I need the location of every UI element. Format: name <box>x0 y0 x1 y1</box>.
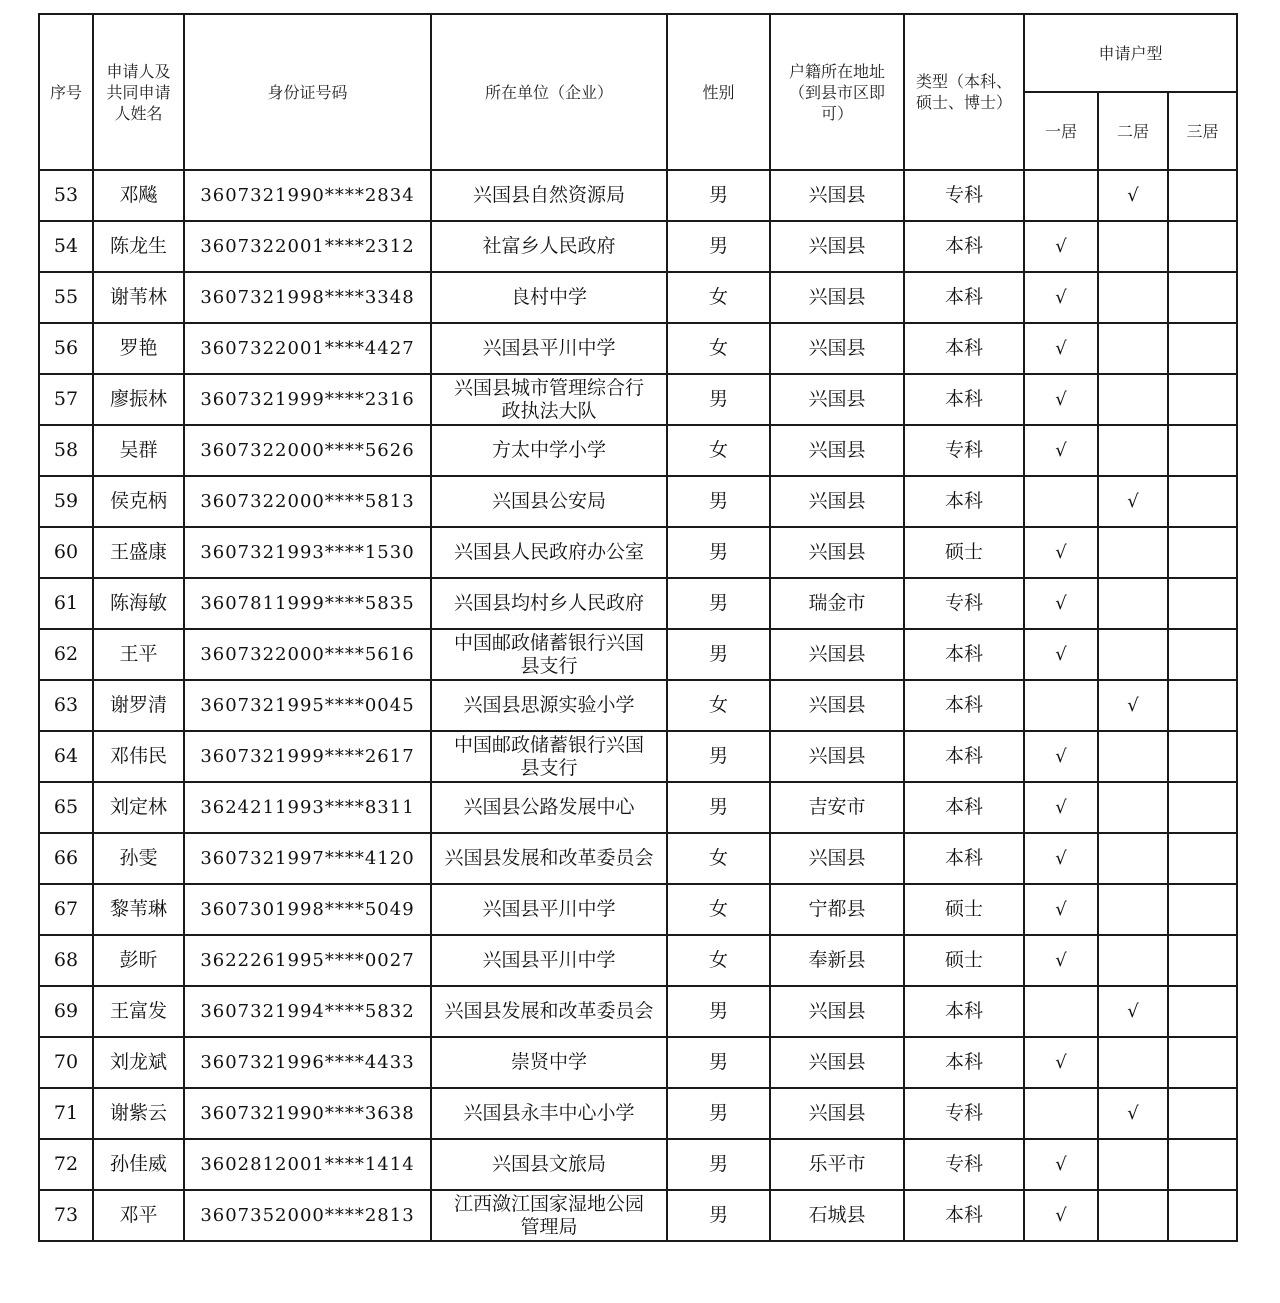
cell-seq: 56 <box>39 323 93 374</box>
cell-room-two <box>1098 323 1168 374</box>
table-row <box>39 221 1237 272</box>
cell-category: 本科 <box>904 476 1024 527</box>
cell-room-three <box>1168 578 1237 629</box>
cell-name: 罗艳 <box>93 323 184 374</box>
cell-room-three <box>1168 374 1237 425</box>
table-row <box>39 374 1237 425</box>
cell-id-number: 3607322000****5616 <box>184 629 431 680</box>
cell-room-two <box>1098 1190 1168 1241</box>
header-gender: 性别 <box>667 14 770 170</box>
cell-room-three <box>1168 425 1237 476</box>
cell-room-one: √ <box>1024 578 1098 629</box>
cell-room-two <box>1098 221 1168 272</box>
cell-employer: 兴国县平川中学 <box>431 323 667 374</box>
cell-room-one: √ <box>1024 935 1098 986</box>
cell-room-two: √ <box>1098 986 1168 1037</box>
cell-room-one: √ <box>1024 1190 1098 1241</box>
cell-id-number: 3607322001****4427 <box>184 323 431 374</box>
cell-gender: 男 <box>667 1037 770 1088</box>
cell-room-two <box>1098 731 1168 782</box>
table-row <box>39 1190 1237 1241</box>
header-household: 户籍所在地址 （到县市区即 可） <box>770 14 904 170</box>
cell-household: 宁都县 <box>770 884 904 935</box>
cell-name: 邓伟民 <box>93 731 184 782</box>
cell-gender: 男 <box>667 221 770 272</box>
cell-room-three <box>1168 986 1237 1037</box>
table-row <box>39 833 1237 884</box>
cell-category: 本科 <box>904 731 1024 782</box>
cell-name: 黎苇琳 <box>93 884 184 935</box>
cell-id-number: 3607322000****5813 <box>184 476 431 527</box>
cell-gender: 男 <box>667 476 770 527</box>
cell-room-two <box>1098 425 1168 476</box>
cell-household: 兴国县 <box>770 476 904 527</box>
cell-seq: 62 <box>39 629 93 680</box>
cell-room-three <box>1168 527 1237 578</box>
cell-seq: 61 <box>39 578 93 629</box>
cell-category: 硕士 <box>904 527 1024 578</box>
cell-gender: 女 <box>667 425 770 476</box>
header-room-three: 三居 <box>1168 92 1237 170</box>
cell-employer: 兴国县均村乡人民政府 <box>431 578 667 629</box>
cell-name: 王平 <box>93 629 184 680</box>
table-body <box>39 170 1237 1241</box>
cell-household: 乐平市 <box>770 1139 904 1190</box>
cell-household: 石城县 <box>770 1190 904 1241</box>
cell-room-three <box>1168 935 1237 986</box>
cell-category: 专科 <box>904 170 1024 221</box>
cell-room-one: √ <box>1024 527 1098 578</box>
cell-seq: 72 <box>39 1139 93 1190</box>
cell-gender: 女 <box>667 323 770 374</box>
cell-household: 兴国县 <box>770 1037 904 1088</box>
cell-gender: 男 <box>667 731 770 782</box>
cell-id-number: 3607352000****2813 <box>184 1190 431 1241</box>
cell-room-three <box>1168 170 1237 221</box>
cell-room-one: √ <box>1024 782 1098 833</box>
cell-id-number: 3607321995****0045 <box>184 680 431 731</box>
cell-employer: 兴国县自然资源局 <box>431 170 667 221</box>
table-row <box>39 323 1237 374</box>
cell-seq: 67 <box>39 884 93 935</box>
cell-employer: 兴国县人民政府办公室 <box>431 527 667 578</box>
cell-name: 谢罗清 <box>93 680 184 731</box>
cell-seq: 60 <box>39 527 93 578</box>
cell-household: 兴国县 <box>770 170 904 221</box>
cell-household: 奉新县 <box>770 935 904 986</box>
cell-gender: 男 <box>667 527 770 578</box>
cell-seq: 71 <box>39 1088 93 1139</box>
cell-gender: 男 <box>667 629 770 680</box>
cell-gender: 男 <box>667 578 770 629</box>
cell-name: 孙雯 <box>93 833 184 884</box>
header-id-number: 身份证号码 <box>184 14 431 170</box>
cell-id-number: 3607301998****5049 <box>184 884 431 935</box>
cell-room-three <box>1168 680 1237 731</box>
cell-category: 本科 <box>904 1037 1024 1088</box>
cell-id-number: 3607321990****3638 <box>184 1088 431 1139</box>
table-row <box>39 476 1237 527</box>
cell-household: 兴国县 <box>770 425 904 476</box>
cell-gender: 女 <box>667 935 770 986</box>
cell-room-three <box>1168 731 1237 782</box>
cell-household: 兴国县 <box>770 731 904 782</box>
cell-gender: 男 <box>667 374 770 425</box>
cell-name: 陈海敏 <box>93 578 184 629</box>
cell-employer: 崇贤中学 <box>431 1037 667 1088</box>
table-row <box>39 1139 1237 1190</box>
cell-seq: 53 <box>39 170 93 221</box>
cell-room-two: √ <box>1098 476 1168 527</box>
cell-household: 兴国县 <box>770 1088 904 1139</box>
cell-household: 吉安市 <box>770 782 904 833</box>
cell-id-number: 3602812001****1414 <box>184 1139 431 1190</box>
cell-name: 谢紫云 <box>93 1088 184 1139</box>
cell-category: 本科 <box>904 272 1024 323</box>
table-row <box>39 935 1237 986</box>
cell-seq: 57 <box>39 374 93 425</box>
header-category: 类型（本科、 硕士、博士） <box>904 14 1024 170</box>
cell-room-one: √ <box>1024 323 1098 374</box>
cell-name: 邓飚 <box>93 170 184 221</box>
cell-room-three <box>1168 323 1237 374</box>
cell-gender: 男 <box>667 1139 770 1190</box>
cell-name: 廖振林 <box>93 374 184 425</box>
cell-id-number: 3622261995****0027 <box>184 935 431 986</box>
cell-gender: 女 <box>667 833 770 884</box>
cell-id-number: 3607321999****2617 <box>184 731 431 782</box>
cell-room-two <box>1098 833 1168 884</box>
cell-id-number: 3607321998****3348 <box>184 272 431 323</box>
cell-employer: 兴国县公路发展中心 <box>431 782 667 833</box>
cell-seq: 64 <box>39 731 93 782</box>
cell-id-number: 3607322001****2312 <box>184 221 431 272</box>
cell-household: 兴国县 <box>770 986 904 1037</box>
cell-gender: 女 <box>667 272 770 323</box>
cell-id-number: 3607321999****2316 <box>184 374 431 425</box>
cell-room-one: √ <box>1024 374 1098 425</box>
cell-household: 兴国县 <box>770 833 904 884</box>
cell-seq: 54 <box>39 221 93 272</box>
cell-room-one: √ <box>1024 629 1098 680</box>
cell-room-two <box>1098 1139 1168 1190</box>
cell-household: 兴国县 <box>770 221 904 272</box>
cell-gender: 男 <box>667 782 770 833</box>
cell-category: 专科 <box>904 578 1024 629</box>
cell-room-two <box>1098 782 1168 833</box>
cell-category: 本科 <box>904 833 1024 884</box>
header-apply-type: 申请户型 <box>1024 14 1237 92</box>
cell-category: 本科 <box>904 374 1024 425</box>
cell-room-three <box>1168 782 1237 833</box>
cell-room-three <box>1168 884 1237 935</box>
cell-room-three <box>1168 833 1237 884</box>
cell-gender: 男 <box>667 170 770 221</box>
cell-room-three <box>1168 1190 1237 1241</box>
cell-room-one: √ <box>1024 425 1098 476</box>
cell-room-two: √ <box>1098 1088 1168 1139</box>
cell-employer: 方太中学小学 <box>431 425 667 476</box>
cell-category: 硕士 <box>904 935 1024 986</box>
cell-name: 侯克柄 <box>93 476 184 527</box>
cell-gender: 男 <box>667 986 770 1037</box>
cell-employer: 兴国县永丰中心小学 <box>431 1088 667 1139</box>
cell-room-one: √ <box>1024 1037 1098 1088</box>
cell-room-one <box>1024 170 1098 221</box>
cell-category: 本科 <box>904 323 1024 374</box>
cell-name: 谢苇林 <box>93 272 184 323</box>
table-row <box>39 1088 1237 1139</box>
cell-gender: 女 <box>667 884 770 935</box>
cell-room-three <box>1168 1037 1237 1088</box>
cell-category: 专科 <box>904 425 1024 476</box>
cell-employer: 良村中学 <box>431 272 667 323</box>
table-row <box>39 425 1237 476</box>
table-row <box>39 272 1237 323</box>
cell-seq: 59 <box>39 476 93 527</box>
cell-id-number: 3624211993****8311 <box>184 782 431 833</box>
cell-category: 本科 <box>904 629 1024 680</box>
cell-category: 本科 <box>904 986 1024 1037</box>
cell-room-two <box>1098 935 1168 986</box>
cell-household: 兴国县 <box>770 374 904 425</box>
cell-name: 彭昕 <box>93 935 184 986</box>
cell-room-one: √ <box>1024 272 1098 323</box>
cell-seq: 65 <box>39 782 93 833</box>
header-applicant: 申请人及 共同申请 人姓名 <box>93 14 184 170</box>
cell-household: 兴国县 <box>770 323 904 374</box>
cell-room-two <box>1098 527 1168 578</box>
cell-name: 邓平 <box>93 1190 184 1241</box>
cell-room-one: √ <box>1024 833 1098 884</box>
cell-room-two: √ <box>1098 680 1168 731</box>
cell-room-one: √ <box>1024 221 1098 272</box>
header-seq: 序号 <box>39 14 93 170</box>
cell-room-three <box>1168 1088 1237 1139</box>
table-row <box>39 986 1237 1037</box>
cell-category: 本科 <box>904 221 1024 272</box>
header-employer: 所在单位（企业） <box>431 14 667 170</box>
cell-seq: 70 <box>39 1037 93 1088</box>
cell-id-number: 3607321994****5832 <box>184 986 431 1037</box>
cell-employer: 兴国县思源实验小学 <box>431 680 667 731</box>
cell-employer: 兴国县发展和改革委员会 <box>431 986 667 1037</box>
cell-id-number: 3607321990****2834 <box>184 170 431 221</box>
table-row <box>39 884 1237 935</box>
table-header <box>39 14 1237 170</box>
cell-room-two: √ <box>1098 170 1168 221</box>
cell-name: 王盛康 <box>93 527 184 578</box>
cell-room-one: √ <box>1024 884 1098 935</box>
table-row <box>39 731 1237 782</box>
cell-employer: 兴国县文旅局 <box>431 1139 667 1190</box>
cell-room-one: √ <box>1024 1139 1098 1190</box>
cell-employer: 江西潋江国家湿地公园 管理局 <box>431 1190 667 1241</box>
cell-room-one <box>1024 986 1098 1037</box>
cell-household: 瑞金市 <box>770 578 904 629</box>
cell-category: 专科 <box>904 1139 1024 1190</box>
table-row <box>39 578 1237 629</box>
header-room-one: 一居 <box>1024 92 1098 170</box>
cell-household: 兴国县 <box>770 527 904 578</box>
cell-id-number: 3607321993****1530 <box>184 527 431 578</box>
cell-name: 刘龙斌 <box>93 1037 184 1088</box>
cell-name: 刘定林 <box>93 782 184 833</box>
cell-id-number: 3607811999****5835 <box>184 578 431 629</box>
cell-employer: 兴国县平川中学 <box>431 884 667 935</box>
header-room-two: 二居 <box>1098 92 1168 170</box>
cell-room-three <box>1168 629 1237 680</box>
cell-category: 专科 <box>904 1088 1024 1139</box>
cell-employer: 社富乡人民政府 <box>431 221 667 272</box>
cell-employer: 兴国县公安局 <box>431 476 667 527</box>
cell-name: 王富发 <box>93 986 184 1037</box>
cell-id-number: 3607321997****4120 <box>184 833 431 884</box>
cell-seq: 68 <box>39 935 93 986</box>
cell-household: 兴国县 <box>770 272 904 323</box>
cell-seq: 63 <box>39 680 93 731</box>
table-row <box>39 782 1237 833</box>
cell-name: 吴群 <box>93 425 184 476</box>
table-row <box>39 527 1237 578</box>
cell-seq: 58 <box>39 425 93 476</box>
cell-employer: 兴国县城市管理综合行 政执法大队 <box>431 374 667 425</box>
table-row <box>39 170 1237 221</box>
cell-category: 本科 <box>904 680 1024 731</box>
cell-room-one <box>1024 1088 1098 1139</box>
cell-room-three <box>1168 272 1237 323</box>
cell-seq: 69 <box>39 986 93 1037</box>
cell-seq: 55 <box>39 272 93 323</box>
cell-room-two <box>1098 272 1168 323</box>
cell-seq: 66 <box>39 833 93 884</box>
cell-employer: 兴国县发展和改革委员会 <box>431 833 667 884</box>
cell-room-one <box>1024 680 1098 731</box>
cell-seq: 73 <box>39 1190 93 1241</box>
cell-name: 陈龙生 <box>93 221 184 272</box>
cell-gender: 男 <box>667 1088 770 1139</box>
cell-room-one <box>1024 476 1098 527</box>
cell-room-two <box>1098 578 1168 629</box>
cell-employer: 中国邮政储蓄银行兴国 县支行 <box>431 731 667 782</box>
cell-household: 兴国县 <box>770 680 904 731</box>
cell-household: 兴国县 <box>770 629 904 680</box>
cell-room-three <box>1168 1139 1237 1190</box>
table-row <box>39 1037 1237 1088</box>
cell-employer: 中国邮政储蓄银行兴国 县支行 <box>431 629 667 680</box>
cell-room-two <box>1098 884 1168 935</box>
cell-gender: 男 <box>667 1190 770 1241</box>
cell-category: 本科 <box>904 1190 1024 1241</box>
cell-name: 孙佳威 <box>93 1139 184 1190</box>
cell-room-one: √ <box>1024 731 1098 782</box>
applicant-table <box>38 13 1238 1242</box>
cell-gender: 女 <box>667 680 770 731</box>
cell-employer: 兴国县平川中学 <box>431 935 667 986</box>
cell-id-number: 3607322000****5626 <box>184 425 431 476</box>
cell-room-two <box>1098 1037 1168 1088</box>
cell-room-two <box>1098 629 1168 680</box>
table-row <box>39 680 1237 731</box>
cell-id-number: 3607321996****4433 <box>184 1037 431 1088</box>
cell-category: 本科 <box>904 782 1024 833</box>
cell-room-two <box>1098 374 1168 425</box>
cell-room-three <box>1168 476 1237 527</box>
cell-room-three <box>1168 221 1237 272</box>
table-row <box>39 629 1237 680</box>
cell-category: 硕士 <box>904 884 1024 935</box>
